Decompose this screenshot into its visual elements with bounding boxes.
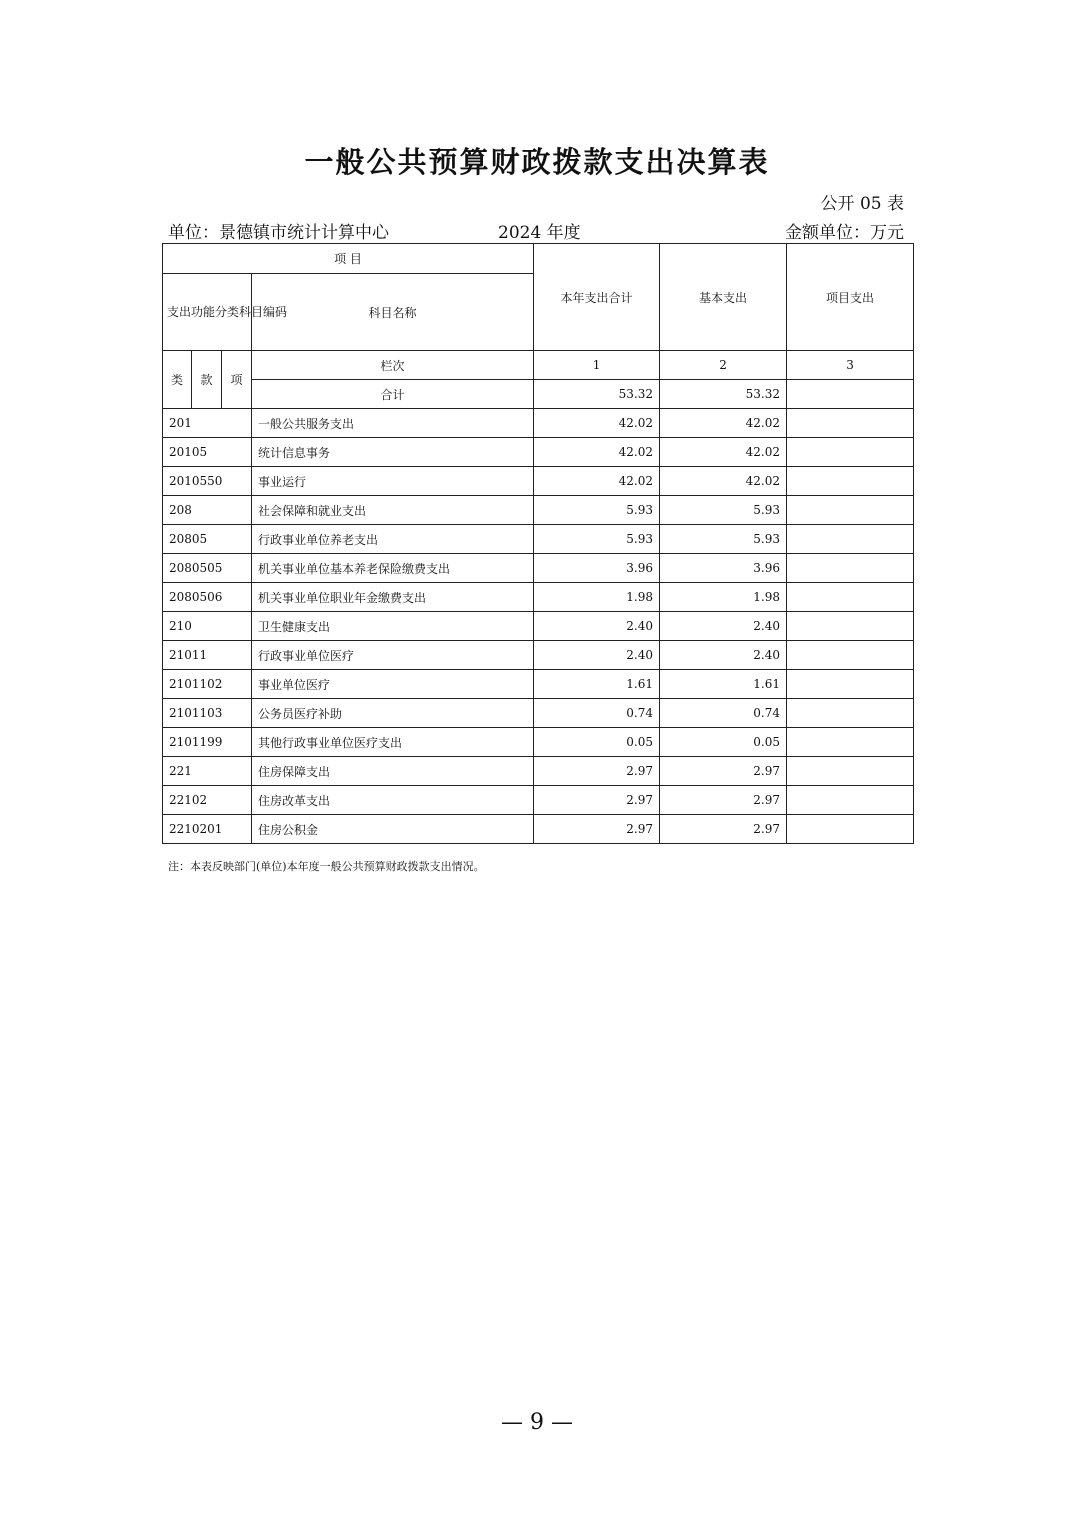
row-basic: 1.61 bbox=[660, 670, 787, 699]
sum-label: 合计 bbox=[252, 380, 534, 409]
header-col3: 3 bbox=[787, 351, 914, 380]
row-basic: 42.02 bbox=[660, 467, 787, 496]
row-project bbox=[787, 409, 914, 438]
row-basic: 2.40 bbox=[660, 612, 787, 641]
row-code: 208 bbox=[163, 496, 252, 525]
row-code: 201 bbox=[163, 409, 252, 438]
row-total: 2.40 bbox=[534, 641, 660, 670]
header-total: 本年支出合计 bbox=[534, 244, 660, 351]
row-code: 2101199 bbox=[163, 728, 252, 757]
row-project bbox=[787, 728, 914, 757]
row-basic: 2.97 bbox=[660, 786, 787, 815]
table-row bbox=[163, 409, 914, 438]
expenditure-table bbox=[162, 243, 914, 844]
row-name: 一般公共服务支出 bbox=[252, 409, 534, 438]
row-name: 公务员医疗补助 bbox=[252, 699, 534, 728]
row-name: 住房公积金 bbox=[252, 815, 534, 844]
table-row bbox=[163, 699, 914, 728]
page-number: — 9 — bbox=[501, 1410, 573, 1435]
table-row bbox=[163, 786, 914, 815]
row-code: 2210201 bbox=[163, 815, 252, 844]
year-label: 2024 年度 bbox=[498, 223, 581, 243]
row-project bbox=[787, 467, 914, 496]
row-name: 行政事业单位养老支出 bbox=[252, 525, 534, 554]
table-row bbox=[163, 467, 914, 496]
header-project-expenditure: 项目支出 bbox=[787, 244, 914, 351]
header-column-no: 栏次 bbox=[252, 351, 534, 380]
row-project bbox=[787, 583, 914, 612]
row-total: 5.93 bbox=[534, 496, 660, 525]
table-row bbox=[163, 728, 914, 757]
row-total: 3.96 bbox=[534, 554, 660, 583]
row-basic: 2.97 bbox=[660, 757, 787, 786]
row-total: 0.74 bbox=[534, 699, 660, 728]
row-name: 卫生健康支出 bbox=[252, 612, 534, 641]
row-basic: 3.96 bbox=[660, 554, 787, 583]
row-code: 221 bbox=[163, 757, 252, 786]
form-number: 公开 05 表 bbox=[820, 194, 904, 214]
header-basic: 基本支出 bbox=[660, 244, 787, 351]
table-row bbox=[163, 554, 914, 583]
unit-label: 单位：景德镇市统计计算中心 bbox=[168, 223, 389, 243]
table-row bbox=[163, 757, 914, 786]
row-name: 住房改革支出 bbox=[252, 786, 534, 815]
row-basic: 5.93 bbox=[660, 525, 787, 554]
row-basic: 1.98 bbox=[660, 583, 787, 612]
table-row bbox=[163, 583, 914, 612]
header-kuan: 款 bbox=[192, 351, 222, 409]
row-project bbox=[787, 438, 914, 467]
row-total: 0.05 bbox=[534, 728, 660, 757]
table-note: 注：本表反映部门(单位)本年度一般公共预算财政拨款支出情况。 bbox=[168, 860, 485, 873]
row-name: 统计信息事务 bbox=[252, 438, 534, 467]
header-xiang: 项 bbox=[222, 351, 252, 409]
row-name: 社会保障和就业支出 bbox=[252, 496, 534, 525]
row-basic: 2.97 bbox=[660, 815, 787, 844]
row-code: 21011 bbox=[163, 641, 252, 670]
row-basic: 0.74 bbox=[660, 699, 787, 728]
row-project bbox=[787, 641, 914, 670]
row-project bbox=[787, 525, 914, 554]
header-subject-name: 科目名称 bbox=[252, 274, 534, 351]
row-code: 20805 bbox=[163, 525, 252, 554]
row-total: 2.40 bbox=[534, 612, 660, 641]
row-total: 42.02 bbox=[534, 438, 660, 467]
row-project bbox=[787, 496, 914, 525]
table-row bbox=[163, 670, 914, 699]
row-basic: 5.93 bbox=[660, 496, 787, 525]
row-total: 42.02 bbox=[534, 467, 660, 496]
row-project bbox=[787, 554, 914, 583]
row-total: 1.61 bbox=[534, 670, 660, 699]
row-code: 2101103 bbox=[163, 699, 252, 728]
sum-total: 53.32 bbox=[534, 380, 660, 409]
sum-project bbox=[787, 380, 914, 409]
table-row bbox=[163, 525, 914, 554]
row-code: 22102 bbox=[163, 786, 252, 815]
row-project bbox=[787, 757, 914, 786]
row-name: 事业单位医疗 bbox=[252, 670, 534, 699]
row-name: 住房保障支出 bbox=[252, 757, 534, 786]
table-row bbox=[163, 612, 914, 641]
sum-basic: 53.32 bbox=[660, 380, 787, 409]
row-basic: 42.02 bbox=[660, 409, 787, 438]
row-code: 2080506 bbox=[163, 583, 252, 612]
amount-unit-label: 金额单位：万元 bbox=[785, 223, 904, 243]
table-row bbox=[163, 815, 914, 844]
page-title: 一般公共预算财政拨款支出决算表 bbox=[304, 145, 770, 179]
header-classification-code: 支出功能分类科目编码 bbox=[163, 274, 252, 351]
row-total: 1.98 bbox=[534, 583, 660, 612]
row-basic: 0.05 bbox=[660, 728, 787, 757]
row-total: 2.97 bbox=[534, 786, 660, 815]
row-total: 5.93 bbox=[534, 525, 660, 554]
row-total: 42.02 bbox=[534, 409, 660, 438]
header-project: 项 目 bbox=[163, 244, 534, 274]
row-code: 210 bbox=[163, 612, 252, 641]
row-code: 2080505 bbox=[163, 554, 252, 583]
row-name: 其他行政事业单位医疗支出 bbox=[252, 728, 534, 757]
row-name: 机关事业单位职业年金缴费支出 bbox=[252, 583, 534, 612]
row-code: 2010550 bbox=[163, 467, 252, 496]
row-basic: 2.40 bbox=[660, 641, 787, 670]
row-project bbox=[787, 612, 914, 641]
row-total: 2.97 bbox=[534, 815, 660, 844]
row-project bbox=[787, 786, 914, 815]
row-name: 行政事业单位医疗 bbox=[252, 641, 534, 670]
header-col2: 2 bbox=[660, 351, 787, 380]
row-code: 20105 bbox=[163, 438, 252, 467]
header-col1: 1 bbox=[534, 351, 660, 380]
header-lei: 类 bbox=[163, 351, 192, 409]
row-project bbox=[787, 699, 914, 728]
row-name: 事业运行 bbox=[252, 467, 534, 496]
table-row bbox=[163, 641, 914, 670]
row-name: 机关事业单位基本养老保险缴费支出 bbox=[252, 554, 534, 583]
row-project bbox=[787, 815, 914, 844]
row-basic: 42.02 bbox=[660, 438, 787, 467]
row-code: 2101102 bbox=[163, 670, 252, 699]
table-row bbox=[163, 438, 914, 467]
row-project bbox=[787, 670, 914, 699]
table-row bbox=[163, 496, 914, 525]
row-total: 2.97 bbox=[534, 757, 660, 786]
